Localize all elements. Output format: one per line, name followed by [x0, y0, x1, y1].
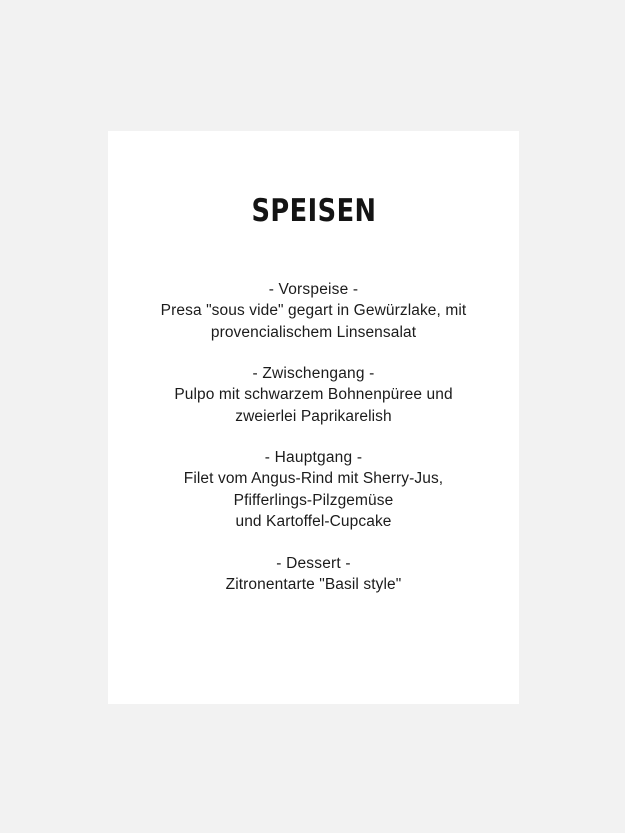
course-line: Zitronentarte "Basil style" — [225, 575, 402, 593]
course-line: zweierlei Paprikarelish — [235, 407, 392, 425]
course-line: und Kartoffel-Cupcake — [235, 513, 392, 530]
course-item — [108, 363, 519, 427]
course-item — [108, 553, 519, 596]
course-line: Pulpo mit schwarzem Bohnenpüree und — [174, 386, 453, 403]
course-line: Presa "sous vide" gegart in Gewürzlake, mit — [160, 302, 467, 319]
menu-content — [108, 131, 519, 704]
course-label: - Vorspeise - — [268, 281, 359, 298]
course-item — [108, 279, 519, 343]
course-label: - Zwischengang - — [252, 365, 375, 382]
course-label: - Dessert - — [276, 554, 351, 572]
menu-title: SPEISEN — [250, 193, 377, 229]
menu-card — [108, 131, 519, 704]
course-list — [108, 279, 519, 595]
course-line: Pfifferlings-Pilzgemüse — [233, 491, 394, 509]
course-item — [108, 447, 519, 533]
course-label: - Hauptgang - — [264, 449, 363, 466]
course-line: Filet vom Angus-Rind mit Sherry-Jus, — [183, 470, 444, 487]
course-line: provencialischem Linsensalat — [210, 323, 417, 341]
